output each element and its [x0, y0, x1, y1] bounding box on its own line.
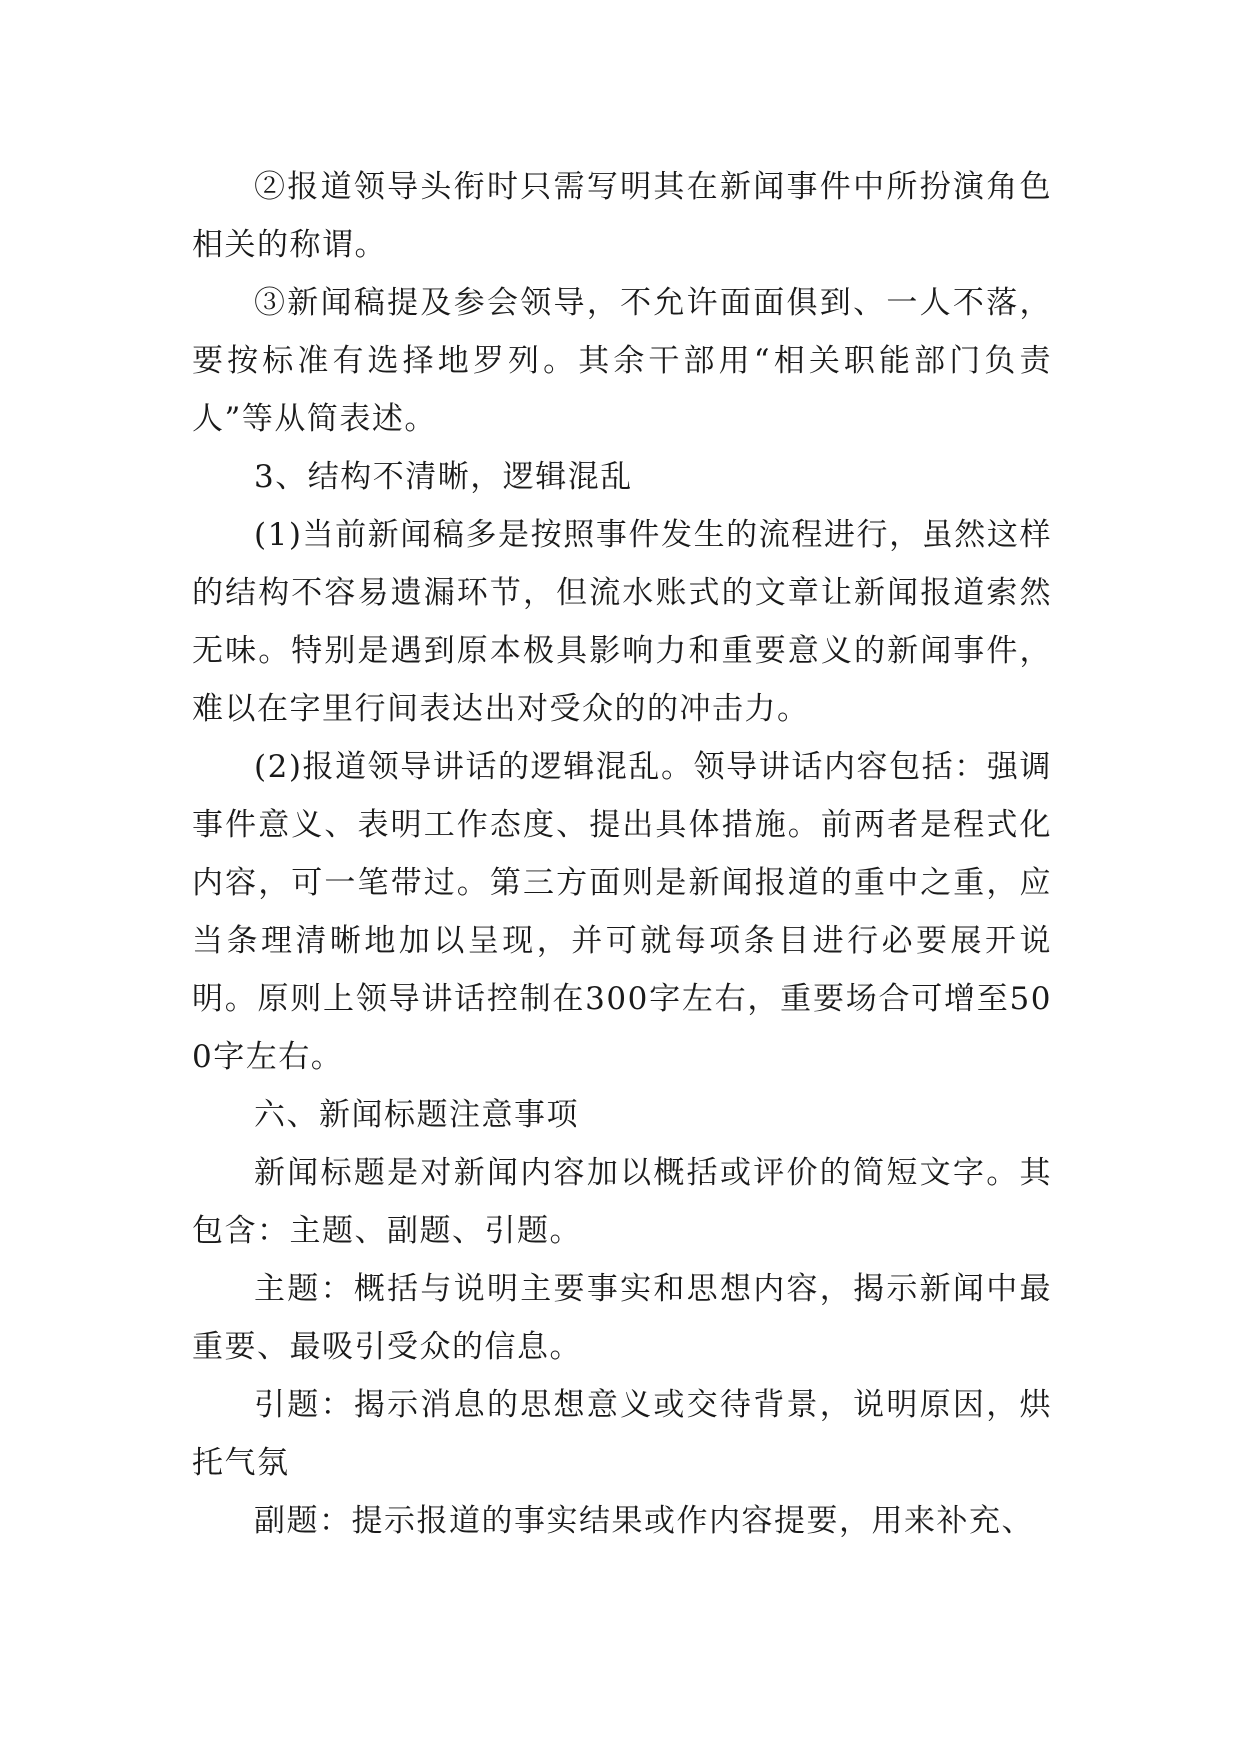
paragraph-subtitle: 副题：提示报道的事实结果或作内容提要，用来补充、 — [254, 1503, 1034, 1539]
paragraph-role-titles: ②报道领导头衔时只需写明其在新闻事件中所扮演角色相关的称谓。 — [192, 169, 1052, 263]
paragraph-main-title: 主题：概括与说明主要事实和思想内容，揭示新闻中最重要、最吸引受众的信息。 — [192, 1271, 1052, 1365]
paragraph-chronological-flow: (1)当前新闻稿多是按照事件发生的流程进行，虽然这样的结构不容易遗漏环节，但流水账式的文章让新闻报道索然无味。特别是遇到原本极具影响力和重要意义的新闻事件，难以在字里行间表达出对受众的的冲击力。 — [192, 517, 1052, 727]
paragraph-leader-speech: (2)报道领导讲话的逻辑混乱。领导讲话内容包括：强调事件意义、表明工作态度、提出具体措施。前两者是程式化内容，可一笔带过。第三方面则是新闻报道的重中之重，应当条理清晰地加以呈现，并可就每项条目进行必要展开说明。原则上领导讲话控制在300字左右，重要场合可增至500字左右。 — [192, 749, 1052, 1075]
section-heading-structure: 3、结构不清晰，逻辑混乱 — [254, 459, 633, 495]
paragraph-attending-leaders: ③新闻稿提及参会领导，不允许面面俱到、一人不落，要按标准有选择地罗列。其余干部用“相关职能部门负责人”等从简表述。 — [192, 285, 1052, 437]
document-body — [192, 158, 1052, 1550]
paragraph-lead-title: 引题：揭示消息的思想意义或交待背景，说明原因，烘托气氛 — [192, 1387, 1052, 1481]
section-heading-news-titles: 六、新闻标题注意事项 — [254, 1097, 579, 1133]
paragraph-title-definition: 新闻标题是对新闻内容加以概括或评价的简短文字。其包含：主题、副题、引题。 — [192, 1155, 1052, 1249]
